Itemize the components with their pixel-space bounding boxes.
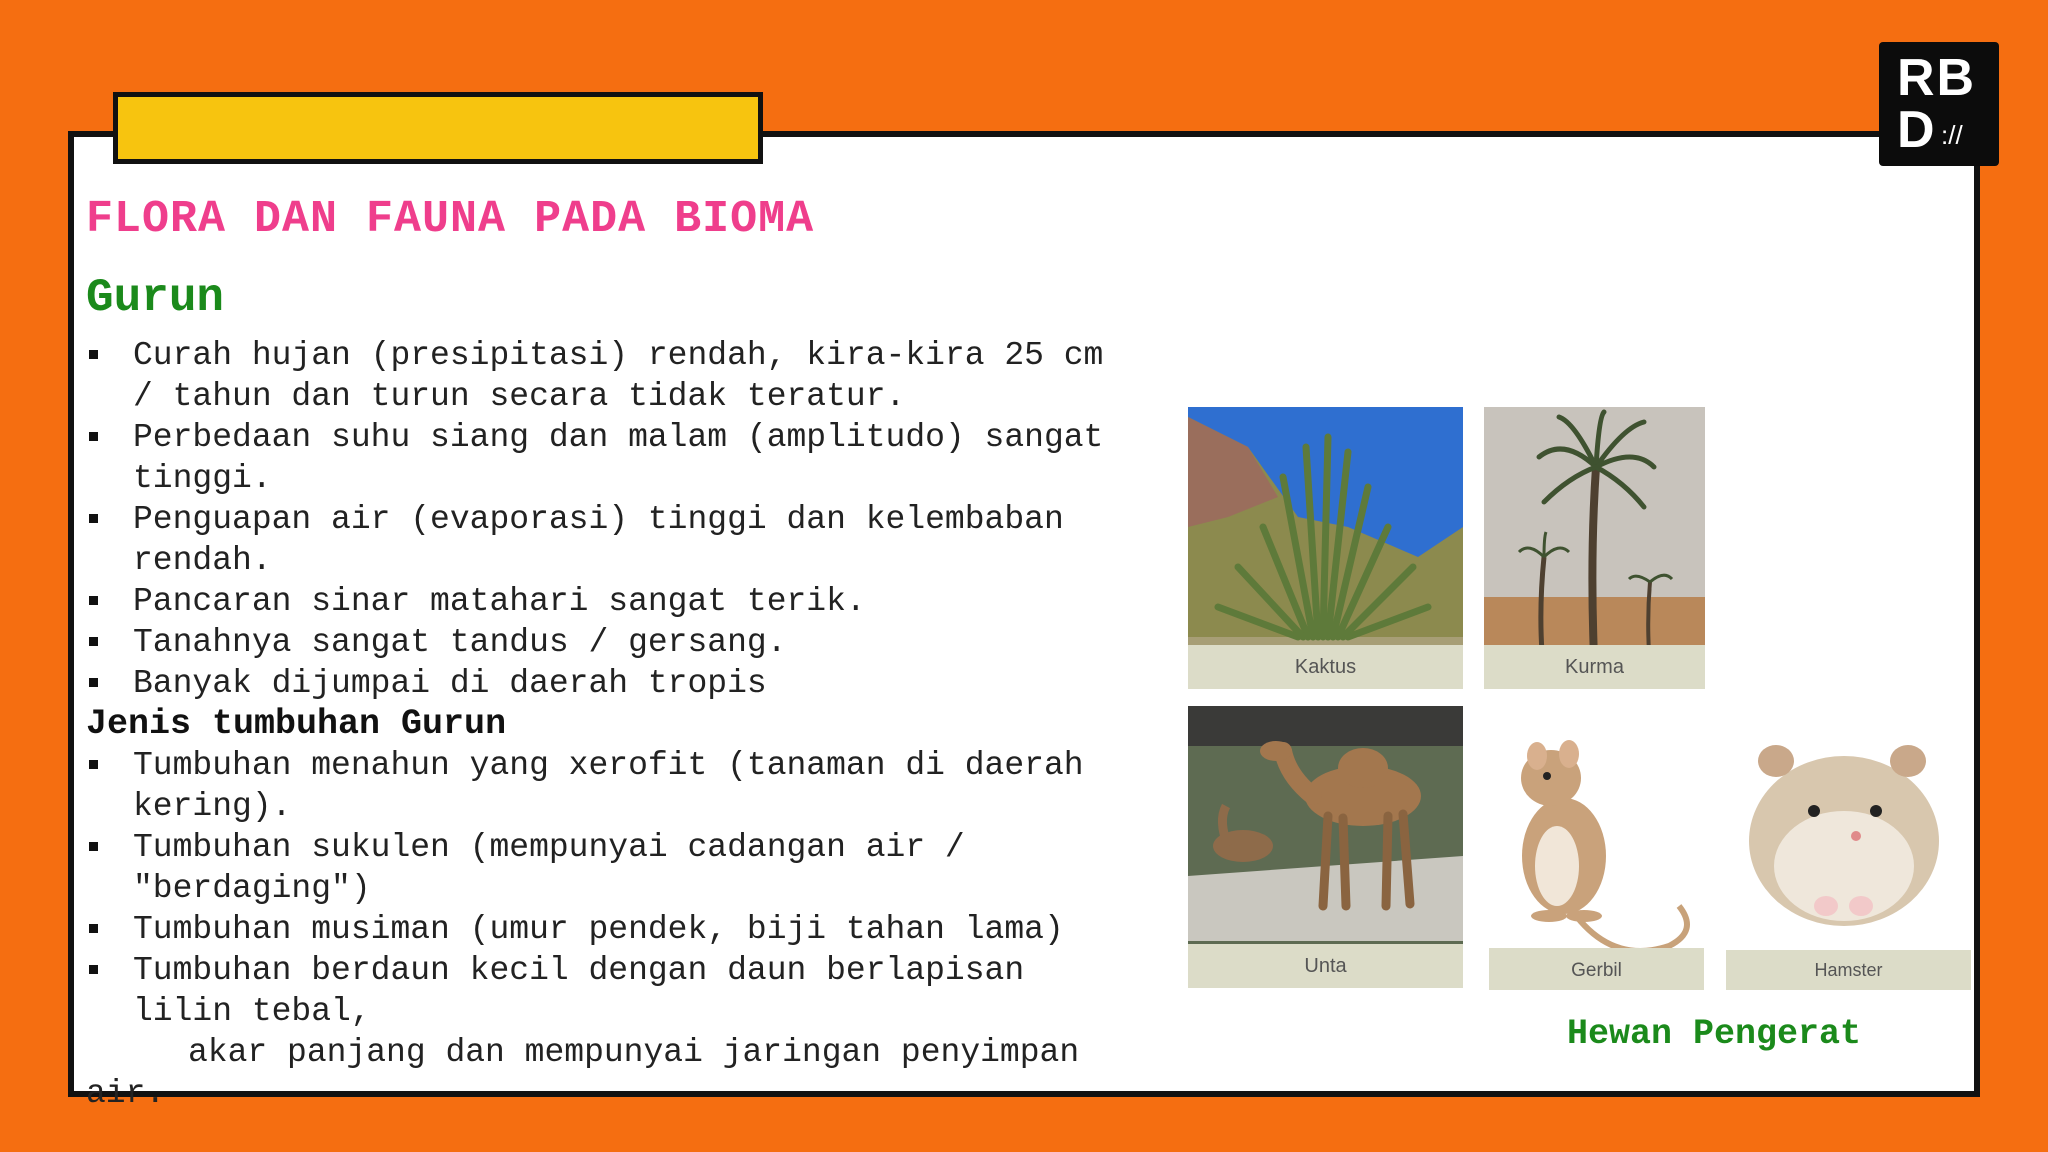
- plants-heading: Jenis tumbuhan Gurun: [86, 704, 507, 744]
- list-item: Perbedaan suhu siang dan malam (amplitudo) sangat tinggi.: [86, 417, 1186, 499]
- kurma-image: [1484, 407, 1705, 689]
- rbd-logo: [1879, 42, 1999, 166]
- gerbil-image: [1489, 706, 1704, 990]
- list-item: Curah hujan (presipitasi) rendah, kira-kira 25 cm / tahun dan turun secara tidak teratur.: [86, 335, 1186, 417]
- content-text: [86, 335, 1186, 1114]
- kaktus-image: [1188, 407, 1463, 689]
- logo-line2: D: [1897, 101, 1935, 159]
- tail-line: air.: [86, 1075, 166, 1112]
- list-item: Tumbuhan menahun yang xerofit (tanaman di daerah kering).: [86, 745, 1186, 827]
- logo-line1: RB: [1897, 49, 1977, 107]
- logo-line3: ://: [1941, 120, 1963, 150]
- list-item: Tumbuhan musiman (umur pendek, biji tahan lama): [86, 909, 1186, 950]
- list-item: Banyak dijumpai di daerah tropis: [86, 663, 1186, 704]
- unta-label: Unta: [1188, 944, 1463, 988]
- list-item: Penguapan air (evaporasi) tinggi dan kelembaban rendah.: [86, 499, 1186, 581]
- page-title: FLORA DAN FAUNA PADA BIOMA: [86, 194, 815, 245]
- continuation-line: akar panjang dan mempunyai jaringan penyimpan: [188, 1034, 1080, 1071]
- gerbil-label: Gerbil: [1489, 948, 1704, 990]
- kaktus-label: Kaktus: [1188, 645, 1463, 689]
- section-title: Gurun: [86, 272, 225, 324]
- hamster-label: Hamster: [1726, 950, 1971, 990]
- kurma-label: Kurma: [1484, 645, 1705, 689]
- title-accent-bar: [113, 92, 763, 164]
- list-item: Tanahnya sangat tandus / gersang.: [86, 622, 1186, 663]
- plants-list: [86, 745, 1186, 1032]
- characteristics-list: [86, 335, 1186, 704]
- unta-image: [1188, 706, 1463, 988]
- list-item: Tumbuhan berdaun kecil dengan daun berlapisan lilin tebal,: [86, 950, 1186, 1032]
- list-item: Pancaran sinar matahari sangat terik.: [86, 581, 1186, 622]
- fauna-caption: Hewan Pengerat: [1567, 1014, 1862, 1054]
- list-item: Tumbuhan sukulen (mempunyai cadangan air / "berdaging"): [86, 827, 1186, 909]
- hamster-illustration: [1726, 706, 1971, 990]
- hamster-image: [1726, 706, 1971, 990]
